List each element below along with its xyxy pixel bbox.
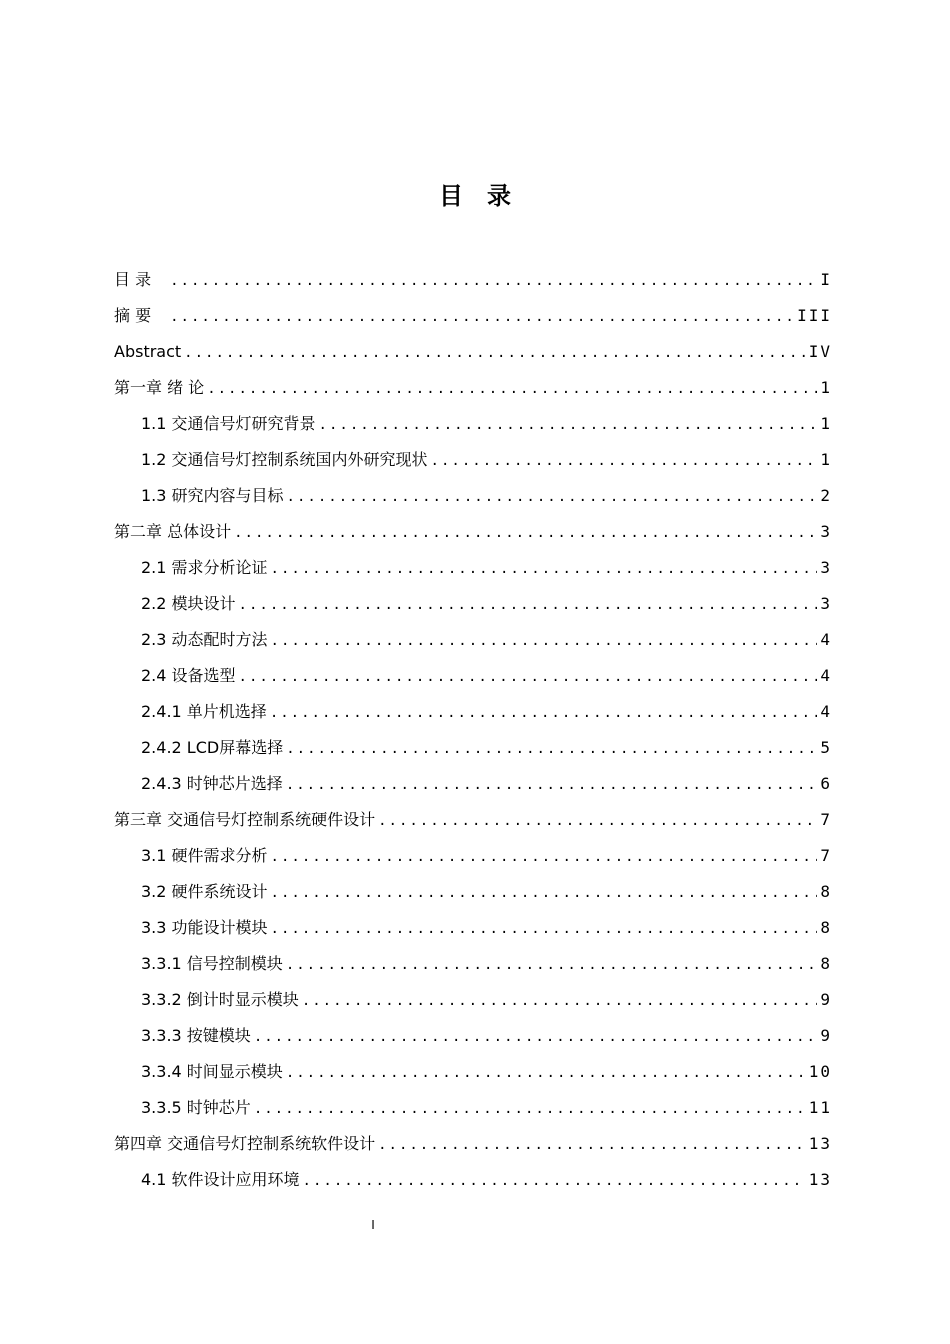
toc-entry[interactable] [114, 622, 832, 658]
toc-entry[interactable] [114, 1126, 832, 1162]
toc-entry-label: 3.3.3 按键模块 [141, 1026, 251, 1045]
toc-dot-leader [302, 983, 818, 1019]
toc-entry[interactable] [114, 766, 832, 802]
toc-entry-page-number: 13 [808, 1134, 832, 1153]
toc-entry-label: 1.3 研究内容与目标 [141, 486, 284, 505]
toc-entry-label: 目 录 [114, 270, 152, 289]
toc-dot-leader [431, 443, 818, 479]
toc-dot-leader [271, 911, 818, 947]
toc-entry[interactable] [114, 1090, 832, 1126]
toc-entry-page-number: 3 [820, 558, 832, 577]
toc-entry-label: 3.3.1 信号控制模块 [141, 954, 283, 973]
toc-dot-leader [170, 299, 794, 335]
toc-entry[interactable] [114, 838, 832, 874]
toc-entry-page-number: 4 [820, 666, 832, 685]
toc-dot-leader [271, 875, 818, 911]
toc-dot-leader [378, 803, 817, 839]
toc-entry-label: 2.2 模块设计 [141, 594, 236, 613]
toc-dot-leader [170, 263, 817, 299]
toc-entry-page-number: IV [808, 342, 832, 361]
toc-dot-leader [184, 335, 806, 371]
toc-entry-page-number: 6 [820, 774, 832, 793]
toc-dot-leader [319, 407, 818, 443]
toc-dot-leader [234, 515, 817, 551]
toc-entry-label: Abstract [114, 342, 182, 361]
toc-entry-page-number: 1 [820, 450, 832, 469]
toc-entry-label: 3.1 硬件需求分析 [141, 846, 268, 865]
toc-entry-label: 2.4.1 单片机选择 [141, 702, 267, 721]
toc-dot-leader [303, 1163, 806, 1199]
toc-entry-label: 第二章 总体设计 [114, 522, 232, 541]
toc-entry-label: 2.4.3 时钟芯片选择 [141, 774, 283, 793]
toc-dot-leader [254, 1019, 818, 1055]
toc-entry-label: 2.3 动态配时方法 [141, 630, 268, 649]
toc-dot-leader [378, 1127, 806, 1163]
toc-entry-page-number: 3 [820, 594, 832, 613]
toc-dot-leader [207, 371, 817, 407]
toc-entry[interactable] [114, 910, 832, 946]
toc-entry-label: 3.3.5 时钟芯片 [141, 1098, 251, 1117]
toc-entry-page-number: 4 [820, 630, 832, 649]
page-title: 目 录 [439, 182, 511, 210]
toc-dot-leader [254, 1091, 806, 1127]
toc-entry-label: 第三章 交通信号灯控制系统硬件设计 [114, 810, 376, 829]
toc-entry[interactable] [114, 298, 832, 334]
toc-entry-label: 摘 要 [114, 306, 152, 325]
toc-entry-label: 3.3.4 时间显示模块 [141, 1062, 283, 1081]
toc-entry[interactable] [114, 586, 832, 622]
toc-entry-page-number: 8 [820, 954, 832, 973]
toc-entry-label: 2.1 需求分析论证 [141, 558, 268, 577]
toc-entry[interactable] [114, 478, 832, 514]
toc-entry-page-number: 11 [808, 1098, 832, 1117]
toc-entry-page-number: 13 [808, 1170, 832, 1189]
toc-dot-leader [239, 659, 818, 695]
toc-dot-leader [271, 551, 818, 587]
toc-entry[interactable] [114, 730, 832, 766]
toc-dot-leader [239, 587, 818, 623]
toc-dot-leader [286, 731, 817, 767]
toc-entry[interactable] [114, 982, 832, 1018]
toc-entry[interactable] [114, 262, 832, 298]
toc-entry-label: 3.2 硬件系统设计 [141, 882, 268, 901]
toc-entry[interactable] [114, 658, 832, 694]
toc-entry-page-number: 9 [820, 990, 832, 1009]
toc-entry[interactable] [114, 946, 832, 982]
toc-entry[interactable] [114, 370, 832, 406]
toc-dot-leader [286, 767, 818, 803]
toc-entry[interactable] [114, 874, 832, 910]
toc-dot-leader [286, 947, 818, 983]
toc-entry-page-number: 7 [820, 810, 832, 829]
toc-entry[interactable] [114, 514, 832, 550]
toc-dot-leader [286, 1055, 806, 1091]
toc-entry-page-number: 8 [820, 882, 832, 901]
toc-entry-label: 1.1 交通信号灯研究背景 [141, 414, 316, 433]
toc-dot-leader [270, 695, 818, 731]
toc-dot-leader [271, 839, 818, 875]
toc-entry[interactable] [114, 1018, 832, 1054]
toc-entry-label: 2.4 设备选型 [141, 666, 236, 685]
toc-entry-label: 4.1 软件设计应用环境 [141, 1170, 300, 1189]
toc-entry-label: 1.2 交通信号灯控制系统国内外研究现状 [141, 450, 428, 469]
toc-entry-page-number: 3 [820, 522, 832, 541]
toc-entry[interactable] [114, 334, 832, 370]
toc-entry-label: 第一章 绪 论 [114, 378, 205, 397]
toc-entry[interactable] [114, 1162, 832, 1198]
toc-entry-page-number: 7 [820, 846, 832, 865]
toc-entry-page-number: 5 [820, 738, 832, 757]
toc-entry-page-number: 1 [820, 378, 832, 397]
toc-entry-page-number: 9 [820, 1026, 832, 1045]
toc-entry-label: 3.3 功能设计模块 [141, 918, 268, 937]
toc-entry-label: 第四章 交通信号灯控制系统软件设计 [114, 1134, 376, 1153]
toc-entry[interactable] [114, 550, 832, 586]
toc-dot-leader [271, 623, 818, 659]
toc-entry-page-number: I [820, 270, 832, 289]
toc-entry-page-number: 2 [820, 486, 832, 505]
table-of-contents [114, 262, 832, 1198]
toc-entry-label: 3.3.2 倒计时显示模块 [141, 990, 299, 1009]
toc-entry-page-number: III [797, 306, 832, 325]
toc-entry[interactable] [114, 694, 832, 730]
toc-entry-page-number: 10 [808, 1062, 832, 1081]
page-number-footer: I [371, 1218, 375, 1232]
toc-entry-page-number: 4 [820, 702, 832, 721]
toc-entry[interactable] [114, 442, 832, 478]
toc-entry[interactable] [114, 406, 832, 442]
toc-entry-label: 2.4.2 LCD屏幕选择 [141, 738, 284, 757]
toc-entry[interactable] [114, 1054, 832, 1090]
toc-dot-leader [287, 479, 818, 515]
toc-entry-page-number: 1 [820, 414, 832, 433]
toc-entry[interactable] [114, 802, 832, 838]
toc-entry-page-number: 8 [820, 918, 832, 937]
